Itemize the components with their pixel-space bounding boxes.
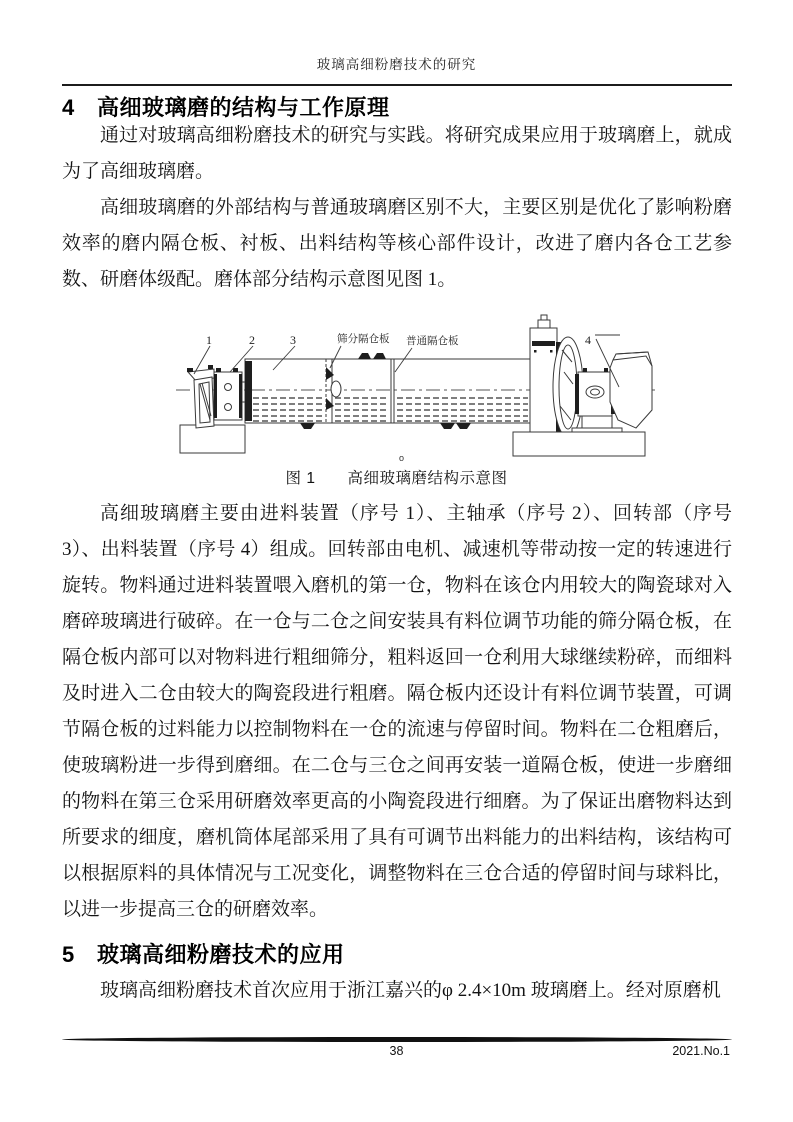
section-5-title: 玻璃高细粉磨技术的应用 [97,942,345,967]
running-header: 玻璃高细粉磨技术的研究 [316,57,477,72]
sieve-partition-label: 筛分隔仓板 [337,333,390,345]
page-number: 38 [389,1044,404,1058]
figure-label-4: 4 [585,333,591,347]
feed-chute [187,365,214,428]
issue-number: 2021.No.1 [672,1044,730,1058]
mill-diagram [158,310,663,462]
shell-lug-bottom [300,423,315,429]
figure-caption-label: 图 1 [285,470,316,487]
paragraph-1: 通过对玻璃高细粉磨技术的研究与实践。将研究成果应用于玻璃磨上，就成为了高细玻璃磨。 [62,125,732,182]
figure-caption-title: 高细玻璃磨结构示意图 [347,470,508,487]
ordinary-partition [391,359,394,423]
section-4-number: 4 [62,95,75,120]
shell-lug-bottom [456,423,471,429]
section-4-title: 高细玻璃磨的结构与工作原理 [97,95,390,120]
footer-rule [62,1037,732,1042]
base-pedestal-left [180,425,245,453]
drive-stand [530,315,557,432]
section-5-number: 5 [62,942,75,967]
mill-shell [245,353,530,429]
paragraph-2: 高细玻璃磨的外部结构与普通玻璃磨区别不大，主要区别是优化了影响粉磨效率的磨内隔仓板、衬板、出料结构等核心部件设计，改进了磨内各仓工艺参数、研磨体级配。磨体部分结构示意图见图 1。 [62,197,732,290]
shell-lug-top [373,353,386,359]
scan-artifact: o [399,453,405,463]
figure-label-1: 1 [206,333,212,347]
main-bearing-left [214,368,247,420]
figure-caption [0,466,793,488]
paragraph-3: 高细玻璃磨主要由进料装置（序号 1）、主轴承（序号 2）、回转部（序号 3）、出料装置（序号 4）组成。回转部由电机、减速机等带动按一定的转速进行旋转。物料通过进料装置喂入磨机的第一仓，物料在该仓内用较大的陶瓷球对入磨碎玻璃进行破碎。在一仓与二仓之间安装具有料位调节功能的筛分隔仓板，在隔仓板内部可以对物料进行粗细筛分，粗料返回一仓利用大球继续粉碎，而细料及时进入二仓由较大的陶瓷段进行粗磨。隔仓板内还设计有料位调节装置，可调节隔仓板的过料能力以控制物料在一仓的流速与停留时间。物料在二仓粗磨后，使玻璃粉进一步得到磨细。在二仓与三仓之间再安装一道隔仓板，使进一步磨细的物料在第三仓采用研磨效率更高的小陶瓷段进行细磨。为了保证出磨物料达到所要求的细度，磨机筒体尾部采用了具有可调节出料能力的出料结构，该结构可以根据原料的具体情况与工况变化，调整物料在三仓合适的停留时间与球料比，以进一步提高三仓的研磨效率。 [62,503,732,920]
section-5-heading [62,938,345,969]
figure-1 [158,310,663,462]
figure-label-3: 3 [290,333,296,347]
header-rule [62,84,732,86]
figure-label-2: 2 [249,333,255,347]
sieve-partition [326,359,341,423]
shell-lug-top [358,353,371,359]
paragraph-4: 玻璃高细粉磨技术首次应用于浙江嘉兴的φ 2.4×10m 玻璃磨上。经对原磨机 [100,980,721,1001]
base-pedestal-right [513,432,645,456]
discharge-hopper [610,352,652,428]
ordinary-partition-label: 普通隔仓板 [406,335,459,347]
shell-lug-bottom [440,423,455,429]
